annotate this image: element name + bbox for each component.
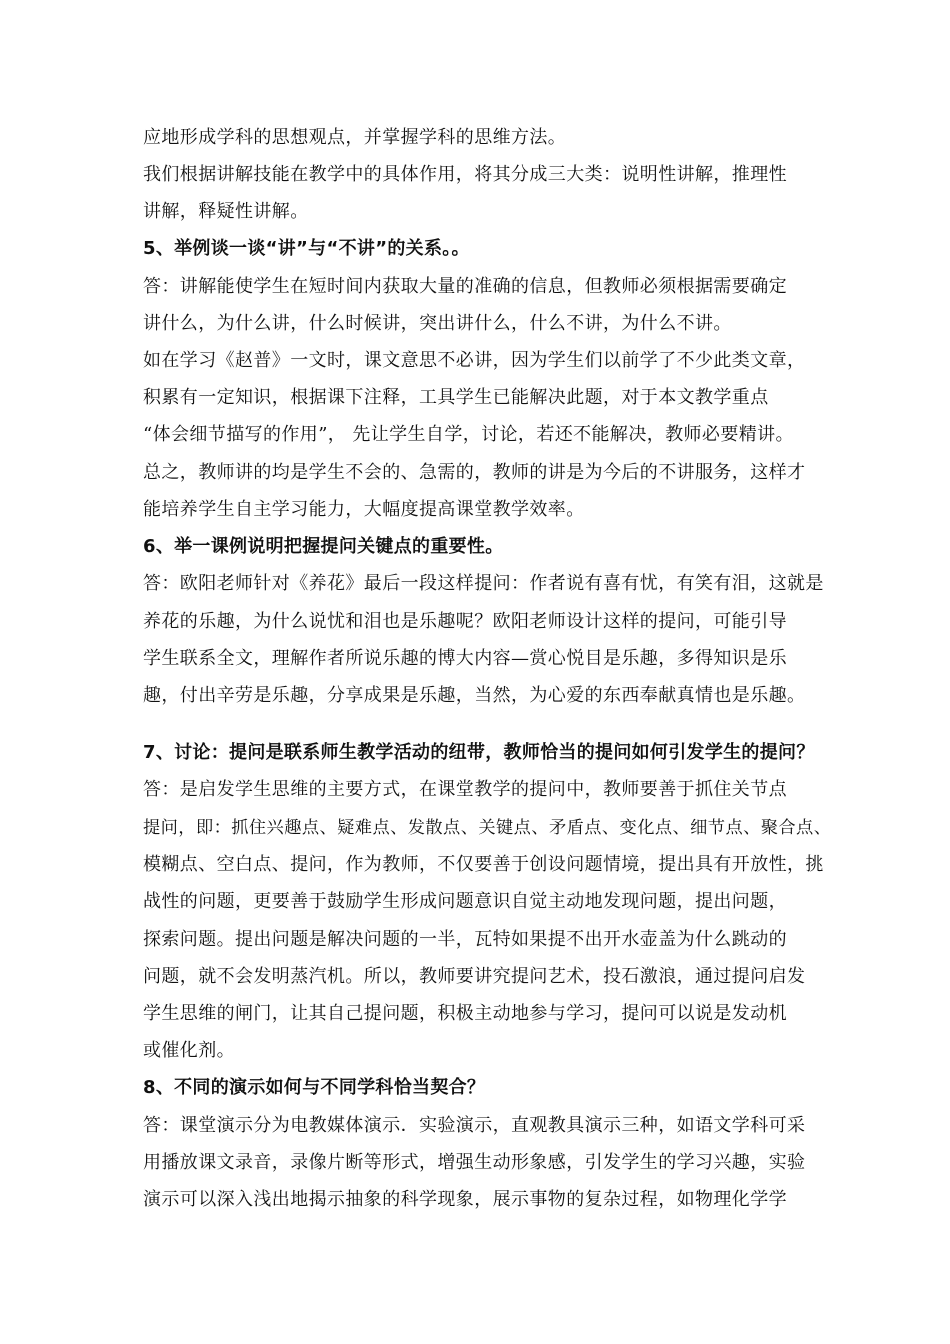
paragraph-line: 讲什么，为什么讲，什么时候讲，突出讲什么，什么不讲，为什么不讲。	[143, 313, 732, 334]
paragraph-line: 战性的问题，更要善于鼓励学生形成问题意识自觉主动地发现问题，提出问题，	[143, 891, 787, 912]
paragraph-line: 问题，就不会发明蒸汽机。所以，教师要讲究提问艺术，投石激浪，通过提问启发	[143, 966, 806, 987]
paragraph-line: 学生联系全文，理解作者所说乐趣的博大内容—赏心悦目是乐趣，多得知识是乐	[143, 648, 787, 669]
paragraph-line: 应地形成学科的思想观点，并掌握学科的思维方法。	[143, 127, 567, 148]
question-heading-6: 6、举一课例说明把握提问关键点的重要性。	[143, 536, 504, 557]
paragraph-line: 模糊点、空白点、提问，作为教师，不仅要善于创设问题情境，提出具有开放性，挑	[143, 854, 824, 875]
paragraph-line: 答：欧阳老师针对《养花》最后一段这样提问：作者说有喜有忧，有笑有泪，这就是	[143, 573, 824, 594]
paragraph-line: 提问，即：抓住兴趣点、疑难点、发散点、关键点、矛盾点、变化点、细节点、聚合点、	[143, 818, 832, 838]
paragraph-line: 积累有一定知识，根据课下注释，工具学生已能解决此题，对于本文教学重点	[143, 387, 769, 408]
paragraph-line: 答：是启发学生思维的主要方式，在课堂教学的提问中，教师要善于抓住关节点	[143, 779, 787, 800]
question-heading-8: 8、不同的演示如何与不同学科恰当契合？	[143, 1077, 486, 1098]
paragraph-line: 答：课堂演示分为电教媒体演示．实验演示，直观教具演示三种，如语文学科可采	[143, 1115, 806, 1136]
paragraph-line: 我们根据讲解技能在教学中的具体作用，将其分成三大类：说明性讲解，推理性	[143, 164, 787, 185]
paragraph-line: 或催化剂。	[143, 1040, 235, 1061]
paragraph-line: “体会细节描写的作用”， 先让学生自学，讨论，若还不能解决，教师必要精讲。	[143, 424, 794, 445]
paragraph-line: 答：讲解能使学生在短时间内获取大量的准确的信息，但教师必须根据需要确定	[143, 276, 787, 297]
paragraph-line: 演示可以深入浅出地揭示抽象的科学现象，展示事物的复杂过程，如物理化学学	[143, 1189, 787, 1210]
paragraph-line: 趣，付出辛劳是乐趣，分享成果是乐趣，当然，为心爱的东西奉献真情也是乐趣。	[143, 685, 806, 706]
paragraph-line: 养花的乐趣，为什么说忧和泪也是乐趣呢？欧阳老师设计这样的提问，可能引导	[143, 611, 787, 632]
paragraph-line: 如在学习《赵普》一文时，课文意思不必讲，因为学生们以前学了不少此类文章，	[143, 350, 806, 371]
paragraph-line: 总之，教师讲的均是学生不会的、急需的，教师的讲是为今后的不讲服务，这样才	[143, 462, 806, 483]
paragraph-line: 能培养学生自主学习能力，大幅度提高课堂教学效率。	[143, 499, 585, 520]
paragraph-line: 探索问题。提出问题是解决问题的一半，瓦特如果提不出开水壶盖为什么跳动的	[143, 929, 787, 950]
question-heading-5: 5、举例谈一谈“讲”与“不讲”的关系。。	[143, 238, 470, 259]
question-heading-7: 7、讨论：提问是联系师生教学活动的纽带，教师恰当的提问如何引发学生的提问？	[143, 742, 815, 763]
paragraph-line: 讲解，释疑性讲解。	[143, 201, 309, 222]
paragraph-line: 学生思维的闸门，让其自己提问题，积极主动地参与学习，提问可以说是发动机	[143, 1003, 787, 1024]
paragraph-line: 用播放课文录音，录像片断等形式，增强生动形象感，引发学生的学习兴趣，实验	[143, 1152, 806, 1173]
